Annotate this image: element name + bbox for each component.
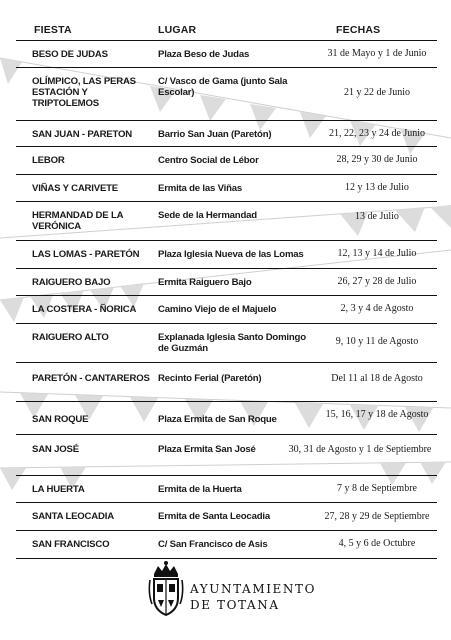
fiesta-dates: 2, 3 y 4 de Agosto [340, 303, 414, 314]
table-row [16, 502, 437, 530]
logo-text-line1: AYUNTAMIENTO [190, 582, 317, 596]
table-row [16, 323, 437, 362]
fiesta-name: OLÍMPICO, LAS PERAS ESTACIÓN Y TRIPTOLEMOS [32, 76, 136, 109]
fiesta-place: Centro Social de Lébor [158, 155, 259, 166]
fiesta-dates: 13 de Julio [355, 211, 399, 222]
table-row [16, 40, 437, 67]
fiesta-dates: 21 y 22 de Junio [343, 87, 411, 98]
fiesta-dates: 31 de Mayo y 1 de Junio [327, 48, 427, 59]
fiesta-dates: 12, 13 y 14 de Julio [337, 248, 417, 259]
fiesta-name: HERMANDAD DE LA VERÓNICA [32, 210, 123, 232]
fiesta-dates: 28, 29 y 30 de Junio [336, 154, 418, 165]
fiesta-place: Plaza Ermita de San Roque [158, 414, 277, 425]
fiesta-dates: 15, 16, 17 y 18 de Agosto [325, 409, 429, 420]
fiesta-place: Ermita de la Huerta [158, 484, 242, 495]
ayuntamiento-logo [146, 560, 316, 620]
fiesta-name: SAN FRANCISCO [32, 539, 110, 550]
fiesta-place: Plaza Iglesia Nueva de las Lomas [158, 249, 304, 260]
fiesta-dates: Del 11 al 18 de Agosto [331, 373, 423, 384]
fiesta-name: SAN ROQUE [32, 414, 89, 425]
fiesta-name: RAIGUERO BAJO [32, 277, 111, 288]
fiesta-place: Plaza Beso de Judas [158, 49, 250, 60]
fiesta-dates: 21, 22, 23 y 24 de Junio [328, 128, 426, 139]
fiesta-place: Barrio San Juan (Paretón) [158, 129, 272, 140]
fiesta-name: LAS LOMAS - PARETÓN [32, 249, 140, 260]
fiesta-name: SAN JUAN - PARETON [32, 129, 132, 140]
table-row [16, 67, 437, 120]
fiesta-name: SAN JOSÉ [32, 444, 79, 455]
table-row [16, 530, 437, 559]
fiestas-table [16, 16, 437, 559]
fiesta-place: C/ San Francisco de Asis [158, 539, 268, 550]
table-row [16, 120, 437, 146]
fiesta-place: Recinto Ferial (Paretón) [158, 373, 262, 384]
fiesta-place: Ermita Raiguero Bajo [158, 277, 252, 288]
header-fechas: FECHAS [336, 24, 381, 36]
fiesta-dates: 7 y 8 de Septiembre [337, 483, 417, 494]
fiesta-name: LA HUERTA [32, 484, 85, 495]
fiesta-place: Explanada Iglesia Santo Domingo de Guzmán [158, 332, 306, 354]
fiesta-place: Camino Viejo de el Majuelo [158, 304, 277, 315]
header-fiesta: FIESTA [34, 24, 72, 36]
table-row [16, 434, 437, 475]
fiesta-name: RAIGUERO ALTO [32, 332, 109, 343]
fiesta-name: LEBOR [32, 155, 65, 166]
coat-of-arms-icon [146, 560, 186, 618]
fiesta-name: PARETÓN - CANTAREROS [32, 373, 150, 384]
table-header [16, 16, 437, 40]
table-row [16, 475, 437, 502]
table-row [16, 268, 437, 295]
table-row [16, 401, 437, 434]
fiesta-name: SANTA LEOCADIA [32, 511, 114, 522]
table-row [16, 362, 437, 401]
fiesta-dates: 30, 31 de Agosto y 1 de Septiembre [288, 444, 432, 455]
fiesta-dates: 12 y 13 de Julio [345, 182, 409, 193]
table-row [16, 201, 437, 240]
table-row [16, 146, 437, 174]
fiesta-place: Sede de la Hermandad [158, 210, 257, 221]
table-row [16, 240, 437, 268]
table-row [16, 295, 437, 323]
fiesta-place: Plaza Ermita San José [158, 444, 256, 455]
fiesta-dates: 4, 5 y 6 de Octubre [338, 538, 416, 549]
fiesta-dates: 27, 28 y 29 de Septiembre [324, 511, 430, 522]
fiesta-name: LA COSTERA - ÑORICA [32, 304, 137, 315]
fiesta-place: Ermita de las Viñas [158, 183, 243, 194]
header-lugar: LUGAR [158, 24, 197, 36]
fiesta-name: BESO DE JUDAS [32, 49, 108, 60]
fiesta-place: C/ Vasco de Gama (junto Sala Escolar) [158, 76, 288, 98]
fiesta-dates: 9, 10 y 11 de Agosto [335, 336, 419, 347]
table-row [16, 174, 437, 201]
logo-text-line2: DE TOTANA [190, 598, 280, 612]
fiesta-dates: 26, 27 y 28 de Julio [337, 276, 417, 287]
fiesta-place: Ermita de Santa Leocadia [158, 511, 270, 522]
fiesta-name: VIÑAS Y CARIVETE [32, 183, 119, 194]
